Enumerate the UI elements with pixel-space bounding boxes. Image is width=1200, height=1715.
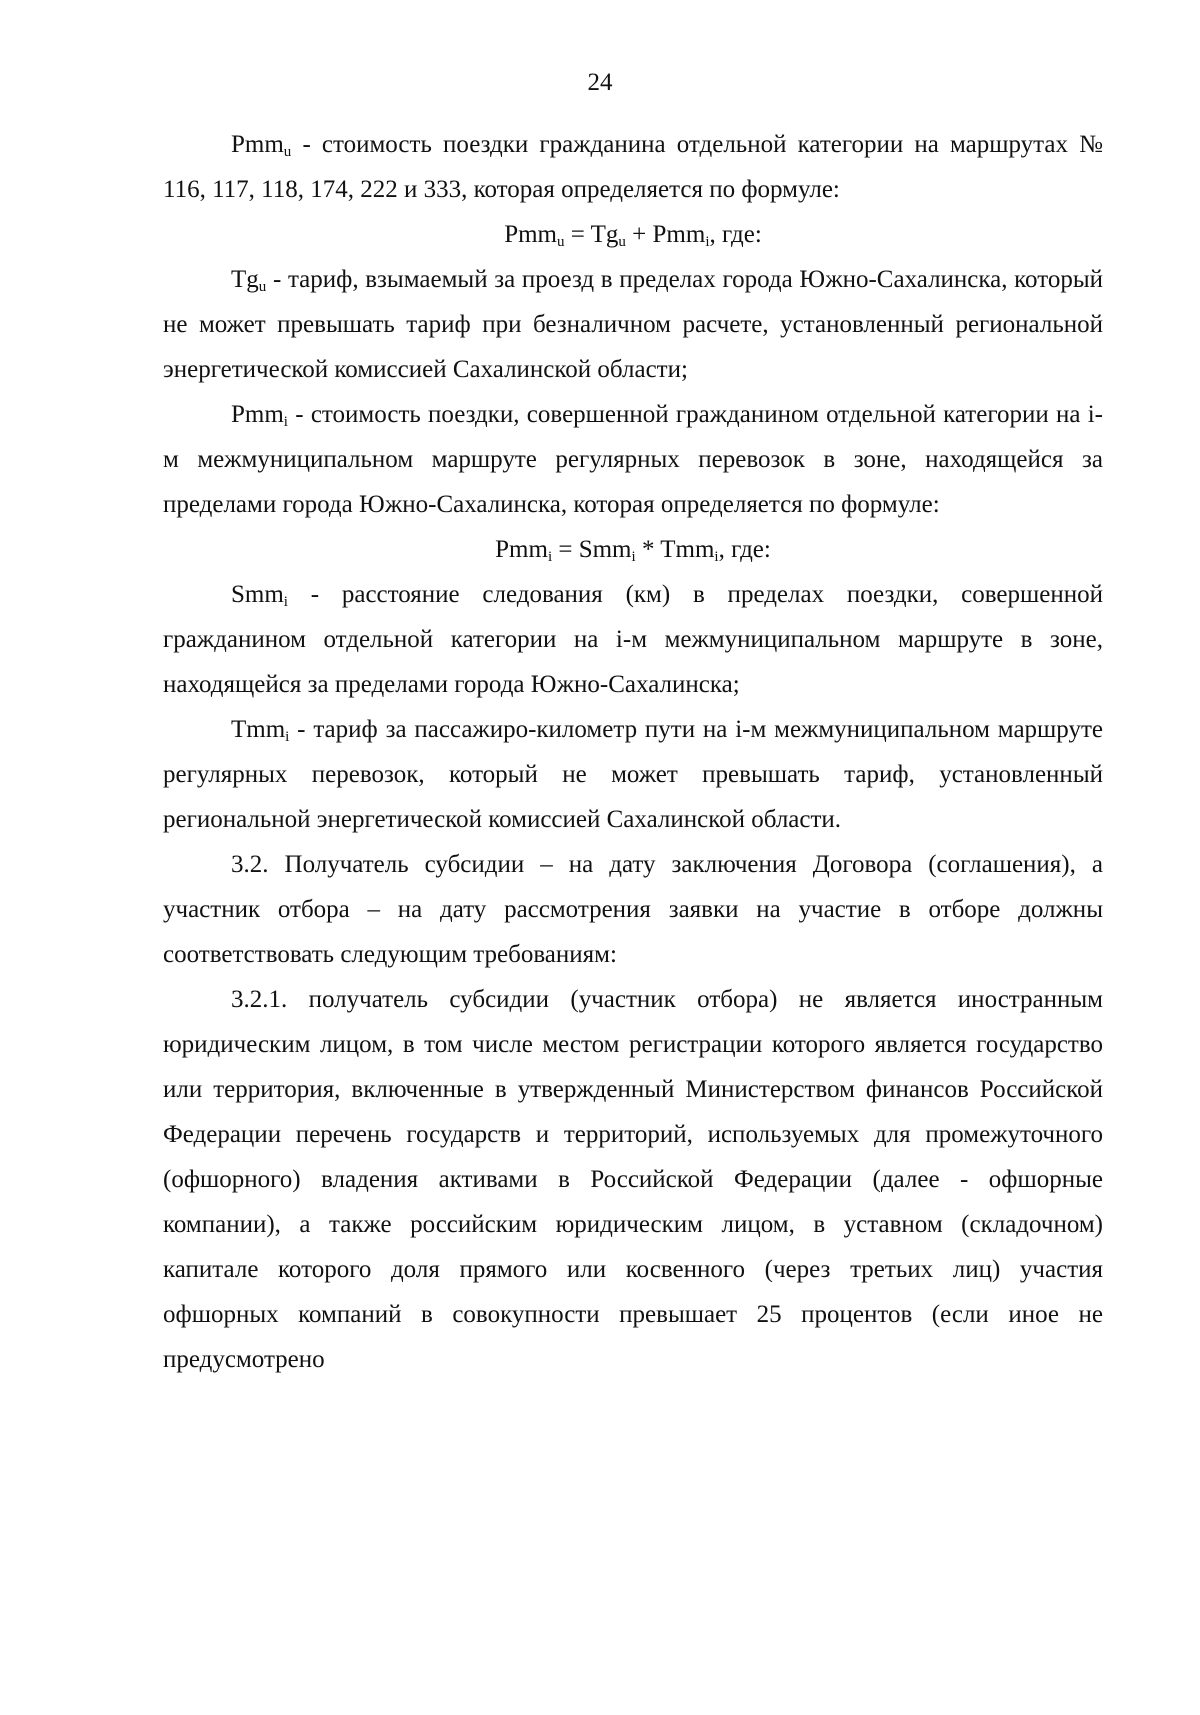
subscript: u [258,279,267,295]
text-run: - тариф, взымаемый за проезд в пределах города Южно-Сахалинска, который не может превышать тариф при безналичном расчете, установленный региональной энергетической комиссией Сахалинской области; [163,266,1103,383]
paragraph [163,977,1103,1382]
paragraph [163,842,1103,977]
paragraph [163,122,1103,212]
text-run: + Pmm [625,221,706,248]
paragraph [163,257,1103,392]
text-run: - стоимость поездки, совершенной гражданином отдельной категории на i-м межмуниципальном маршруте регулярных перевозок в зоне, находящейся за пределами города Южно-Сахалинска, которая определяется по формуле: [163,401,1103,518]
subscript: i [283,414,288,430]
text-run: Pmm [231,131,284,158]
subscript: i [285,729,290,745]
paragraph [163,572,1103,707]
text-run: 3.2.1. получатель субсидии (участник отбора) не является иностранным юридическим лицом, в том числе местом регистрации которого является государство или территория, включенные в утвержденный Министерством финансов Российской Федерации перечень государств и территорий, используемых для промежуточного (офшорного) владения активами в Российской Федерации (далее - офшорные компании), а также российским юридическим лицом, в уставном (складочном) капитале которого доля прямого или косвенного (через третьих лиц) участия офшорных компаний в совокупности превышает 25 процентов (если иное не предусмотрено [163,986,1103,1373]
subscript: i [547,549,553,565]
document-body [163,122,1103,1382]
subscript: i [283,594,288,610]
text-run: Tg [231,266,259,293]
text-run: , где: [718,536,771,563]
text-run: - стоимость поездки гражданина отдельной категории на маршрутах № 116, 117, 118, 174, 222 и 333, которая определяется по формуле: [163,131,1103,203]
subscript: i [705,234,710,250]
page-number: 24 [587,69,613,96]
formula-line [163,527,1103,572]
text-run: - расстояние следования (км) в пределах поездки, совершенной гражданином отдельной категории на i-м межмуниципальном маршруте в зоне, находящейся за пределами города Южно-Сахалинска; [163,581,1103,698]
subscript: i [714,549,719,565]
subscript: i [631,549,636,565]
subscript: u [557,234,565,250]
text-run: - тариф за пассажиро-километр пути на i-м межмуниципальном маршруте регулярных перевозок, который не может превышать тариф, установленный региональной энергетической комиссией Сахалинской области. [163,716,1103,833]
text-run: , где: [709,221,762,248]
text-run: Pmm [231,401,284,428]
subscript: u [618,234,626,250]
text-run: Pmm [504,221,557,248]
paragraph [163,707,1103,842]
text-run: = Tg [564,221,619,248]
text-run: 3.2. Получатель субсидии – на дату заключения Договора (соглашения), а участник отбора – на дату рассмотрения заявки на участие в отборе должны соответствовать следующим требованиям: [163,851,1103,968]
text-run: Smm [231,581,284,608]
formula-line [163,212,1103,257]
paragraph [163,392,1103,527]
text-run: = Smm [552,536,632,563]
text-run: Tmm [231,716,286,743]
subscript: u [283,144,292,160]
text-run: * Tmm [635,536,715,563]
text-run: Pmm [495,536,548,563]
